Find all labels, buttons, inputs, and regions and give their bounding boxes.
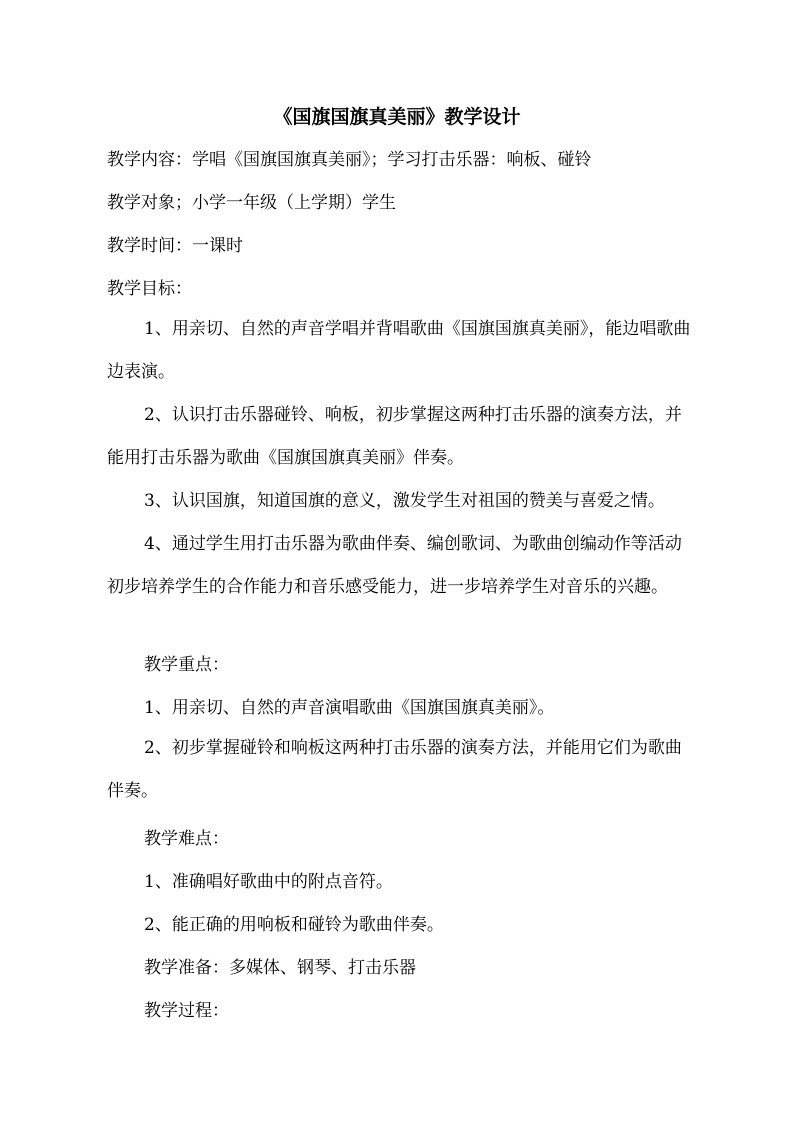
difficulty-2: 2、能正确的用响板和碰铃为歌曲伴奏。 — [144, 915, 444, 935]
goal-item-4: 4、通过学生用打击乐器为歌曲伴奏、编创歌词、为歌曲创编动作等活动初步培养学生的合作能力和音乐感受能力，进一步培养学生对音乐的兴趣。 — [107, 534, 682, 597]
difficulties-heading: 教学难点： — [144, 829, 229, 849]
key-point-2: 2、初步掌握碰铃和响板这两种打击乐器的演奏方法，并能用它们为歌曲伴奏。 — [107, 738, 682, 801]
target-line: 教学对象；小学一年级（上学期）学生 — [107, 193, 396, 213]
goal-item-2: 2、认识打击乐器碰铃、响板，初步掌握这两种打击乐器的演奏方法，并能用打击乐器为歌曲《国旗国旗真美丽》伴奏。 — [107, 405, 682, 468]
process-heading: 教学过程： — [144, 1001, 229, 1021]
goal-item-3: 3、认识国旗，知道国旗的意义，激发学生对祖国的赞美与喜爱之情。 — [144, 491, 665, 511]
document-title: 《国旗国旗真美丽》教学设计 — [273, 106, 521, 128]
goals-heading: 教学目标： — [107, 279, 192, 299]
content-line: 教学内容：学唱《国旗国旗真美丽》；学习打击乐器：响板、碰铃 — [107, 150, 592, 170]
goal-item-1: 1、用亲切、自然的声音学唱并背唱歌曲《国旗国旗真美丽》，能边唱歌曲边表演。 — [107, 319, 691, 382]
difficulty-1: 1、准确唱好歌曲中的附点音符。 — [144, 872, 393, 892]
preparation-line: 教学准备：多媒体、钢琴、打击乐器 — [144, 958, 416, 978]
key-points-heading: 教学重点： — [144, 655, 229, 675]
key-point-1: 1、用亲切、自然的声音演唱歌曲《国旗国旗真美丽》。 — [144, 698, 555, 718]
time-line: 教学时间：一课时 — [107, 236, 243, 256]
